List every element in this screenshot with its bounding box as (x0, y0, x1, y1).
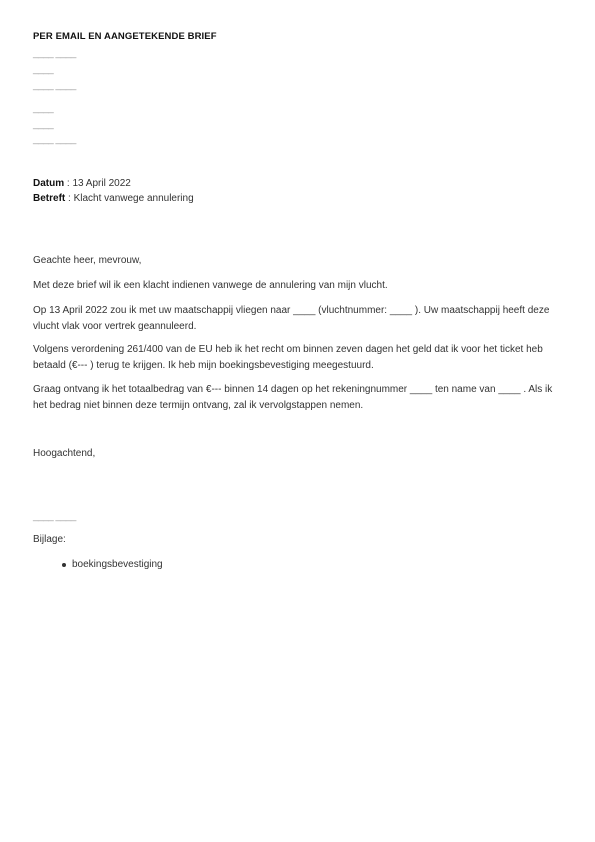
sender-line-3: ____ ____ (33, 80, 76, 91)
attachment-item: boekingsbevestiging (72, 559, 163, 570)
subject-label: Betreft (33, 193, 66, 204)
salutation: Geachte heer, mevrouw, (33, 255, 142, 266)
subject-value: : Klacht vanwege annulering (65, 193, 194, 204)
subject-line (33, 192, 194, 206)
body-paragraph-3: Volgens verordening 261/400 van de EU heb ik het recht om binnen zeven dagen het geld dat ik voor het ticket heb betaald (€--- ) terug te krijgen. Ik heb mijn boekingsbevestiging meegestuurd. (33, 344, 543, 371)
body-paragraph-1: Met deze brief wil ik een klacht indienen vanwege de annulering van mijn vlucht. (33, 280, 388, 291)
signature-line: ____ ____ (33, 511, 76, 522)
letter-heading: PER EMAIL EN AANGETEKENDE BRIEF (33, 31, 217, 42)
body-paragraph-2: Op 13 April 2022 zou ik met uw maatschappij vliegen naar ____ (vluchtnummer: ____ ). Uw maatschappij heeft deze vlucht vlak voor vertrek geannuleerd. (33, 305, 550, 332)
date-value: : 13 April 2022 (64, 178, 131, 189)
sender-line-1: ____ ____ (33, 48, 76, 59)
recipient-line-1: ____ (33, 103, 54, 114)
attachment-label: Bijlage: (33, 534, 66, 545)
body-paragraph-4: Graag ontvang ik het totaalbedrag van €--- binnen 14 dagen op het rekeningnummer ____ ten name van ____ . Als ik het bedrag niet binnen deze termijn ontvang, zal ik vervolgstappen nemen. (33, 384, 553, 411)
bullet-icon (62, 563, 66, 567)
recipient-line-2: ____ (33, 119, 54, 130)
closing: Hoogachtend, (33, 448, 96, 459)
date-label: Datum (33, 178, 65, 189)
recipient-line-3: ____ ____ (33, 134, 76, 145)
date-line (33, 177, 131, 191)
sender-line-2: ____ (33, 64, 54, 75)
